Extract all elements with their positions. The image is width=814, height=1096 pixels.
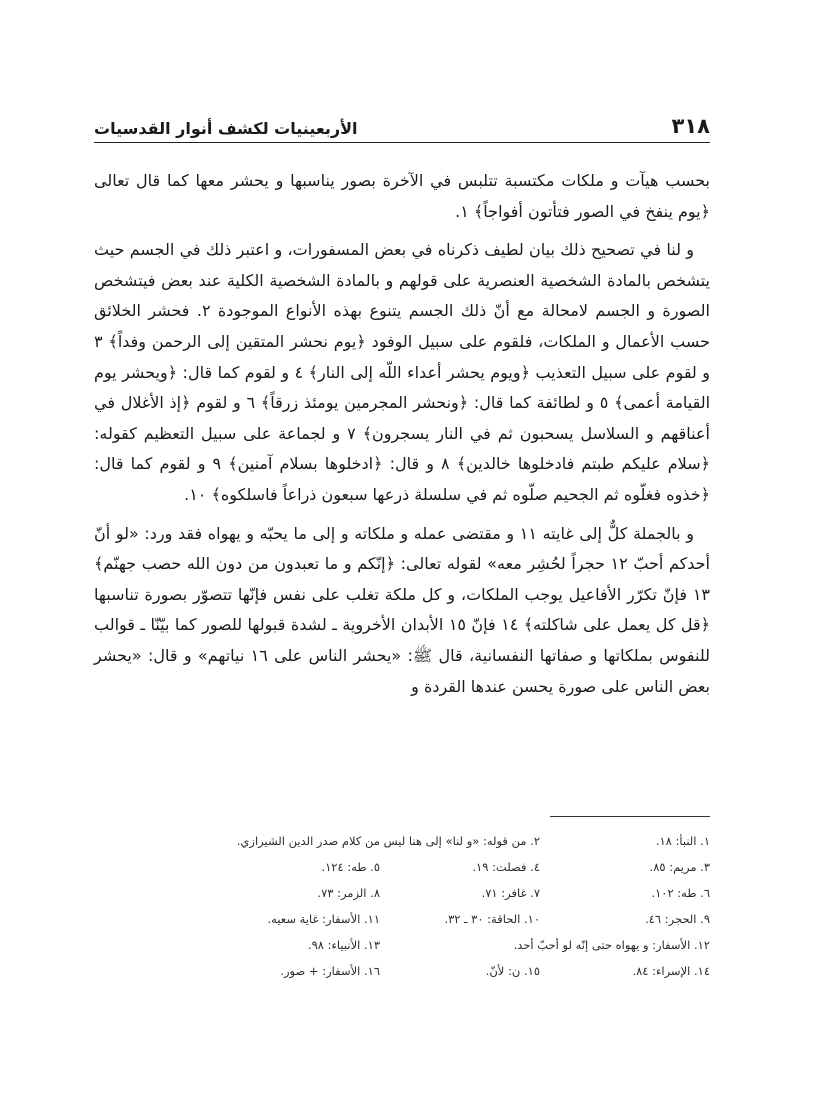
footnote: ٦. طه: ١٠٢. bbox=[651, 886, 710, 900]
page-header bbox=[94, 112, 710, 138]
footnote: ١٢. الأسفار: و يهواه حتى إنّه لو أحبّ أحد. bbox=[513, 938, 710, 952]
running-title: الأربعينيات لكشف أنوار القدسيات bbox=[94, 119, 358, 138]
footnote: ٤. فصلت: ١٩. bbox=[472, 860, 540, 874]
footnote-row bbox=[94, 906, 710, 932]
footnote-divider bbox=[550, 816, 710, 817]
footnote: ١. النبأ: ١٨. bbox=[655, 834, 710, 848]
footnote-row bbox=[94, 958, 710, 984]
paragraph: و لنا في تصحيح ذلك بيان لطيف ذكرناه في بعض المسفورات، و اعتبر ذلك في الجسم حيث يتشخص بالمادة الشخصية العنصرية على قولهم و بالمادة الشخصية الكلية عند بعض فيتشخص الصورة و الجسم لامحالة مع أنّ ذلك الجسم يتنوع بهذه الأنواع الموجودة ٢. فحشر الخلائق حسب الأعمال و الملكات، فلقوم على سبيل الوفود ﴿يوم نحشر المتقين إلى الرحمن وفداً﴾ ٣ و لقوم على سبيل التعذيب ﴿ويوم يحشر أعداء اللّه إلى النار﴾ ٤ و لقوم كما قال: ﴿ويحشر يوم القيامة أعمى﴾ ٥ و لطائفة كما قال: ﴿ونحشر المجرمين يومئذ زرقاً﴾ ٦ و لقوم ﴿إذ الأغلال في أعناقهم و السلاسل يسحبون ثم في النار يسجرون﴾ ٧ و لجماعة على سبيل التعظيم كقوله: ﴿سلام عليكم طبتم فادخلوها خالدين﴾ ٨ و قال: ﴿ادخلوها بسلام آمنين﴾ ٩ و لقوم كما قال: ﴿خذوه فغلّوه ثم الجحيم صلّوه ثم في سلسلة ذرعها سبعون ذراعاً فاسلكوه﴾ ١٠. bbox=[94, 240, 711, 504]
footnote-row bbox=[94, 932, 710, 958]
footnote-row bbox=[94, 828, 710, 854]
footnote: ٩. الحجر: ٤٦. bbox=[645, 912, 710, 926]
footnote: ١٥. ن: لأنّ. bbox=[485, 964, 540, 978]
footnote: ١٤. الإسراء: ٨٤. bbox=[632, 964, 710, 978]
main-text bbox=[94, 166, 710, 702]
footnote: ١٦. الأسفار: + صور. bbox=[280, 964, 380, 978]
footnote: ٥. طه: ١٢٤. bbox=[321, 860, 380, 874]
footnote-row bbox=[94, 880, 710, 906]
footnote: ١١. الأسفار: غاية سعيه. bbox=[267, 912, 380, 926]
header-divider bbox=[94, 142, 710, 143]
footnote: ٧. غافر: ٧١. bbox=[481, 886, 540, 900]
footnote-row bbox=[94, 854, 710, 880]
page-number: ٣١٨ bbox=[671, 114, 710, 138]
footnotes bbox=[94, 828, 710, 984]
paragraph: بحسب هيآت و ملكات مكتسبة تتلبس في الآخرة بصور يناسبها و يحشر معها كما قال تعالى ﴿يوم ينفخ في الصور فتأتون أفواجاً﴾ ١. bbox=[94, 171, 710, 221]
footnote: ٣. مريم: ٨٥. bbox=[649, 860, 710, 874]
footnote: ٢. من قوله: «و لنا» إلى هنا ليس من كلام صدر الدين الشيرازي. bbox=[236, 834, 540, 848]
footnote: ٨. الزمر: ٧٣. bbox=[317, 886, 380, 900]
paragraph: و بالجملة كلٌّ إلى غايته ١١ و مقتضى عمله و ملكاته و إلى ما يحبّه و يهواه فقد ورد: «لو أنّ أحدكم أحبّ ١٢ حجراً لحُشِر معه» لقوله تعالى: ﴿إنّكم و ما تعبدون من دون الله حصب جهنّم﴾ ١٣ فإنّ تكرّر الأفاعيل يوجب الملكات، و كل ملكة تغلب على نفس فإنّها تتصوّر بصورة تناسبها ﴿قل كل يعمل على شاكلته﴾ ١٤ فإنّ ١٥ الأبدان الأخروية ـ لشدة قبولها للصور كما بيّنّا ـ قوالب للنفوس بملكاتها و صفاتها النفسانية، قال ﷺ: «يحشر الناس على ١٦ نياتهم» و قال: «يحشر بعض الناس على صورة يحسن عندها القردة و bbox=[94, 523, 711, 696]
footnote: ١٠. الحاقة: ٣٠ ـ ٣٢. bbox=[444, 912, 540, 926]
footnote: ١٣. الأنبياء: ٩٨. bbox=[307, 938, 380, 952]
